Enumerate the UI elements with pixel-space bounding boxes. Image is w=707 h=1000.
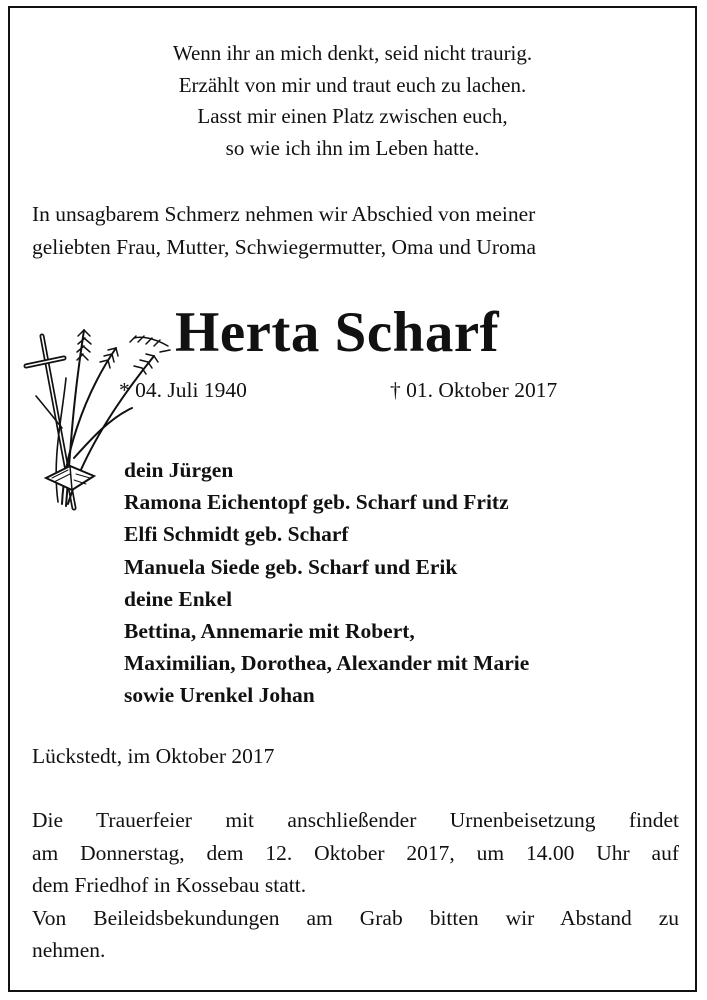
ceremony-line: Von Beileidsbekundungen am Grab bitten wir Abstand zu	[32, 905, 679, 930]
mourner-line: deine Enkel	[124, 586, 233, 611]
ceremony-line: dem Friedhof in Kossebau statt.	[32, 873, 307, 897]
mourner-line: dein Jürgen	[124, 458, 234, 482]
ceremony-line: nehmen.	[32, 938, 106, 962]
mourner-line: Elfi Schmidt geb. Scharf	[124, 522, 349, 547]
ceremony-line: Die Trauerfeier mit anschließender Urnenbeisetzung findet	[32, 808, 679, 832]
mourner-line: Ramona Eichentopf geb. Scharf und Fritz	[124, 490, 509, 515]
mourner-line: sowie Urenkel Johan	[124, 683, 315, 708]
poem-line: so wie ich ihn im Leben hatte.	[225, 135, 480, 160]
poem-line: Wenn ihr an mich denkt, seid nicht traurig.	[172, 41, 533, 65]
poem	[10, 38, 695, 164]
intro-text	[32, 198, 679, 264]
obituary-notice	[8, 6, 697, 992]
poem-line: Lasst mir einen Platz zwischen euch,	[197, 104, 508, 128]
ceremony-line: am Donnerstag, dem 12. Oktober 2017, um 14.00 Uhr auf	[32, 840, 679, 865]
mourners-list	[124, 454, 529, 712]
deceased-name: Herta Scharf	[175, 301, 500, 364]
mourner-line: Bettina, Annemarie mit Robert,	[124, 619, 415, 644]
intro-line: geliebten Frau, Mutter, Schwiegermutter, Oma und Uroma	[32, 235, 536, 259]
place-date: Lückstedt, im Oktober 2017	[32, 744, 275, 768]
ceremony-info	[32, 804, 679, 967]
mourner-line: Manuela Siede geb. Scharf und Erik	[124, 554, 458, 579]
birth-date: * 04. Juli 1940	[119, 378, 247, 402]
intro-line: In unsagbarem Schmerz nehmen wir Abschied von meiner	[32, 202, 536, 226]
mourner-line: Maximilian, Dorothea, Alexander mit Marie	[124, 651, 530, 676]
poem-line: Erzählt von mir und traut euch zu lachen.	[178, 72, 527, 97]
death-date: † 01. Oktober 2017	[390, 378, 558, 402]
